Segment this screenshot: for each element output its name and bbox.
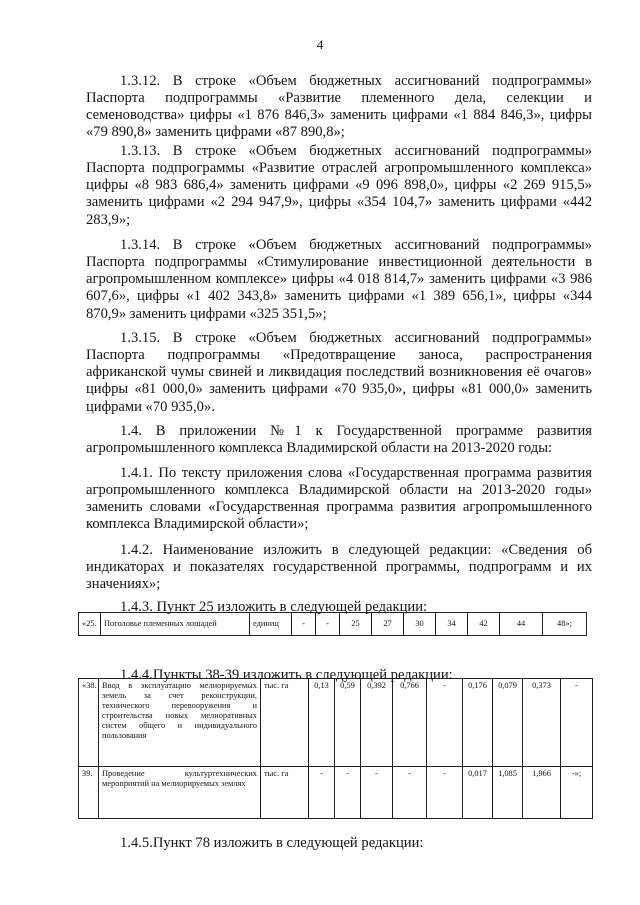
table-cell: - [427,767,463,819]
table-cell: 1,085 [493,767,523,819]
table-cell: 0,079 [493,679,523,767]
table-cell: единиц [250,613,292,636]
paragraph-1-4-3: 1.4.3. Пункт 25 изложить в следующей редакции: [120,598,428,615]
table-cell: - [427,679,463,767]
table-cell: 0,59 [335,679,361,767]
paragraph-1-4-5: 1.4.5.Пункт 78 изложить в следующей редакции: [120,834,424,851]
table-row [79,679,593,767]
table-cell: «25. [79,613,101,636]
table-row [79,613,587,636]
table-cell: - [393,767,427,819]
paragraph-1-3-12: 1.3.12. В строке «Объем бюджетных ассигнований подпрограммы» Паспорта подпрограммы «Развитие племенного дела, селекции и семеноводства» цифры «1 876 846,3» заменить цифрами «1 884 846,3», цифры «79 890,8» заменить цифрами «87 890,8»; [86,72,592,141]
table-cell: тыс. га [261,767,309,819]
table-cell: 48»; [543,613,587,636]
table-cell: - [292,613,316,636]
paragraph-1-4-1: 1.4.1. По тексту приложения слова «Государственная программа развития агропромышленного комплекса Владимирской области на 2013-2020 годы» заменить словами «Государственная программа развития агропромышленного комплекса Владимирской области»; [86,464,592,533]
table-cell: 0,392 [361,679,393,767]
table-cell: 42 [468,613,500,636]
table-cell: - [361,767,393,819]
table-cell: 1,966 [523,767,561,819]
page-number: 4 [316,37,324,52]
table-point-25 [78,612,587,636]
table-cell: - [561,679,593,767]
table-cell: Поголовье племенных лошадей [101,613,250,636]
table-cell: 0,017 [463,767,493,819]
table-row [79,767,593,819]
paragraph-1-4-2: 1.4.2. Наименование изложить в следующей редакции: «Сведения об индикаторах и показателях государственной программы, подпрограмм и их значениях»; [86,541,592,593]
table-cell: - [316,613,340,636]
paragraph-1-3-14: 1.3.14. В строке «Объем бюджетных ассигнований подпрограммы» Паспорта подпрограммы «Стимулирование инвестиционной деятельности в агропромышленном комплексе» цифры «4 018 814,7» заменить цифрами «3 986 607,6», цифры «1 402 343,8» заменить цифрами «1 389 656,1», цифры «344 870,9» заменить цифрами «325 351,5»; [86,236,592,322]
table-cell: 0,373 [523,679,561,767]
table-cell: 34 [436,613,468,636]
table-cell: - [335,767,361,819]
table-cell: 0,176 [463,679,493,767]
table-cell: 30 [404,613,436,636]
table-cell: 39. [79,767,99,819]
table-cell: тыс. га [261,679,309,767]
table-cell: Проведение культуртехнических мероприятий на мелиорируемых землях [99,767,261,819]
table-cell: 25 [340,613,372,636]
paragraph-1-4: 1.4. В приложении №1 к Государственной программе развития агропромышленного комплекса Владимирской области на 2013-2020 годы: [86,422,592,456]
table-points-38-39 [78,678,593,819]
paragraph-1-3-13: 1.3.13. В строке «Объем бюджетных ассигнований подпрограммы» Паспорта подпрограммы «Развитие отраслей агропромышленного комплекса» цифры «8 983 686,4» заменить цифрами «9 096 898,0», цифры «2 269 915,5» заменить цифрами «2 294 947,9», цифры «354 104,7» заменить цифрами «442 283,9»; [86,142,592,228]
table-cell: 0,766 [393,679,427,767]
table-cell: Ввод в эксплуатацию мелиорируемых земель за счет реконструкции, технического перевооружения и строительства новых мелиоративных систем общего и индивидуального пользования [99,679,261,767]
table-cell: 27 [372,613,404,636]
table-cell: - [309,767,335,819]
table-cell: -»; [561,767,593,819]
paragraph-1-3-15: 1.3.15. В строке «Объем бюджетных ассигнований подпрограммы» Паспорта подпрограммы «Предотвращение заноса, распространения африканской чумы свиней и ликвидация последствий возникновения её очагов» цифры «81 000,0» заменить цифрами «70 935,0», цифры «81 000,0» заменить цифрами «70 935,0». [86,329,592,415]
paragraph-1-4-4: 1.4.4.Пункты 38-39 изложить в следующей редакции: [120,666,453,683]
table-cell: 0,13 [309,679,335,767]
table-cell: «38. [79,679,99,767]
table-cell: 44 [500,613,543,636]
